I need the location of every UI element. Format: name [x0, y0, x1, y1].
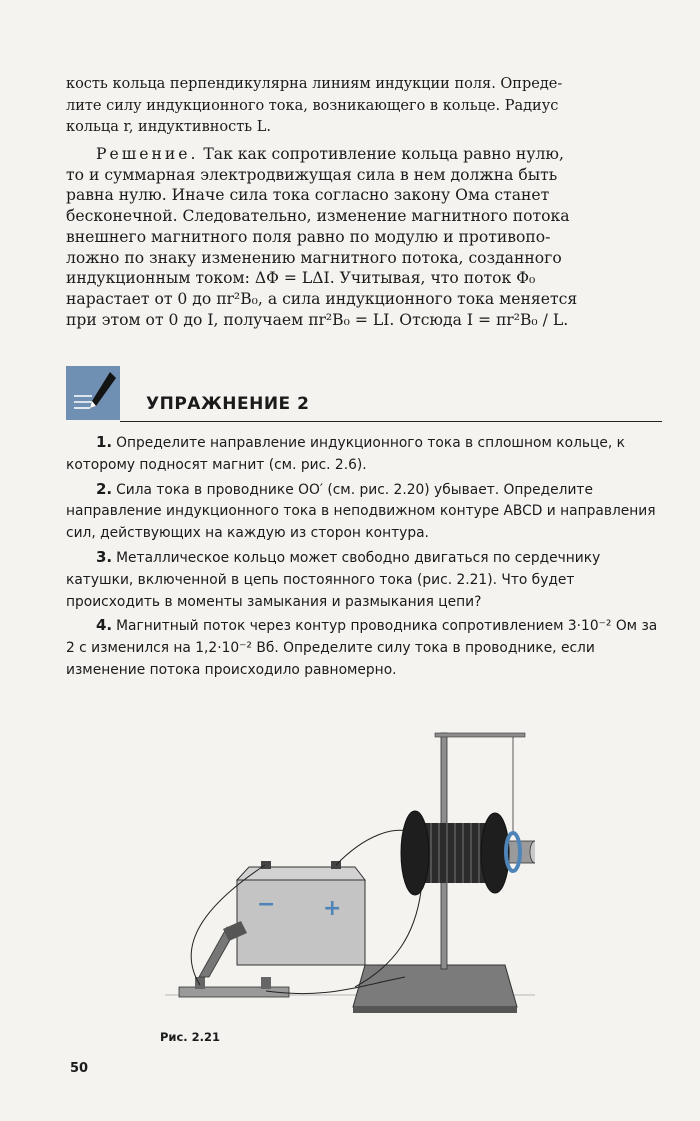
item-number: 3. — [96, 547, 113, 566]
item-number: 1. — [96, 433, 113, 451]
solution-first-line — [66, 144, 658, 165]
exercise-item — [66, 479, 660, 545]
solution-line: индукционным током: ΔΦ = LΔI. Учитывая, что поток Φ₀ — [66, 269, 536, 288]
stand-base — [353, 965, 517, 1007]
header-rule — [120, 421, 662, 422]
solution-line: нарастает от 0 до πr²B₀, а сила индукционного тока меняется — [66, 289, 578, 308]
solution-line: при этом от 0 до I, получаем πr²B₀ = LI. Отсюда I = πr²B₀ / L. — [66, 310, 569, 329]
solution-line: ложно по знаку изменению магнитного потока, созданного — [66, 248, 562, 267]
exercise-item — [66, 615, 660, 681]
item-text: Магнитный поток через контур проводника сопротивлением 3·10⁻² Ом за 2 с изменился на 1,2·10⁻² Вб. Определите силу тока в проводнике, если изменение потока происходило равномерно. — [66, 618, 658, 678]
exercise-item — [66, 547, 660, 613]
page-number: 50 — [70, 1061, 89, 1076]
item-text: Металлическое кольцо может свободно двигаться по сердечнику катушки, включенной в цепь постоянного тока (рис. 2.21). Что будет происходить в моменты замыкания и размыкания цепи? — [66, 549, 601, 610]
solution-line: бесконечной. Следовательно, изменение магнитного потока — [66, 207, 570, 226]
figure-caption: Рис. 2.21 — [160, 1030, 221, 1044]
item-number: 4. — [96, 616, 113, 635]
apparatus-figure — [165, 715, 535, 1015]
item-text: Сила тока в проводнике OO′ (см. рис. 2.20) убывает. Определите направление индукционного тока в неподвижном контуре ABCD и направления сил, действующих на каждую из сторон контура. — [66, 481, 656, 542]
coil-flange-left — [401, 811, 429, 895]
solution-line: внешнего магнитного поля равно по модулю и противопо- — [66, 227, 551, 246]
solution-label: Решение. — [96, 145, 199, 163]
battery-minus: − — [257, 892, 276, 917]
exercise-list — [66, 432, 660, 684]
solution-line: Так как сопротивление кольца равно нулю, — [203, 145, 564, 163]
stand-base-edge — [353, 1007, 517, 1013]
intro-line: кость кольца перпендикулярна линиям индукции поля. Опреде- — [66, 76, 563, 92]
intro-line: лите силу индукционного тока, возникающего в кольце. Радиус — [66, 97, 559, 114]
solution-line: то и суммарная электродвижущая сила в нем должна быть — [66, 165, 558, 184]
intro-paragraph — [66, 74, 658, 139]
item-text: Определите направление индукционного тока в сплошном кольце, к которому подносят магнит (см. рис. 2.6). — [66, 435, 626, 473]
item-number: 2. — [96, 479, 113, 498]
exercise-item — [66, 432, 660, 477]
pen-writing-icon — [66, 366, 120, 420]
stand-arm — [435, 733, 525, 737]
battery-plus: + — [323, 896, 342, 921]
solution-paragraph — [66, 144, 658, 330]
exercise-header — [66, 366, 662, 422]
exercise-title: УПРАЖНЕНИЕ 2 — [146, 394, 310, 414]
solution-line: равна нулю. Иначе сила тока согласно закону Ома станет — [66, 186, 550, 205]
intro-line: кольца r, индуктивность L. — [66, 119, 272, 135]
